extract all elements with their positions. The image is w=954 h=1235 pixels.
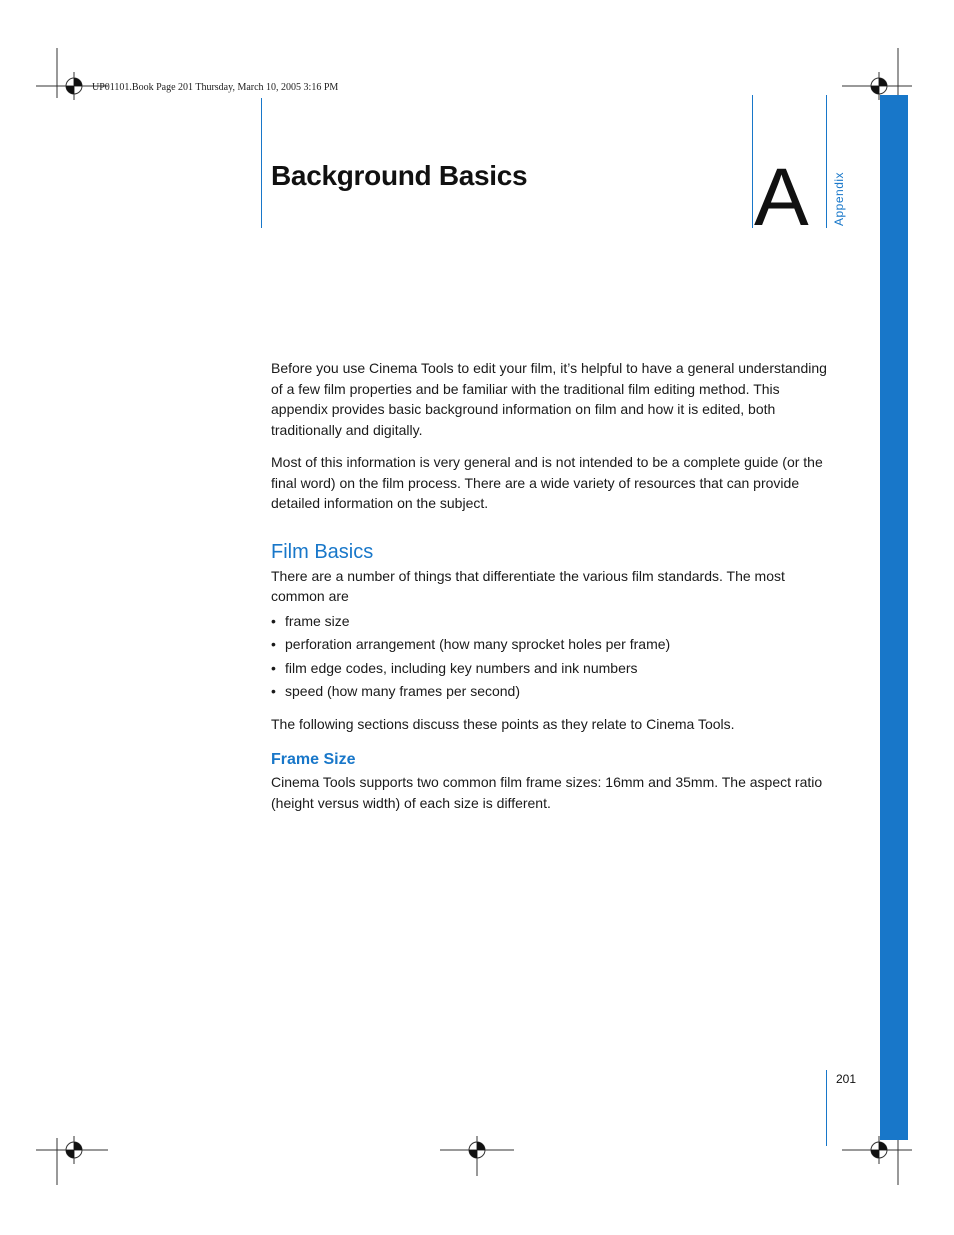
chapter-side-tab [880,95,908,1140]
section-heading-film-basics: Film Basics [271,540,374,563]
bullet-icon: • [271,636,276,652]
chapter-title: Background Basics [271,160,528,191]
appendix-label [832,160,852,226]
bullet-icon: • [271,612,276,629]
intro-paragraph: Most of this information is very general and is not intended to be a complete guide (or the final word) on the film process. There are a wide variety of resources that can provide detailed information on the subject. [271,454,823,511]
list-item: • film edge codes, including key numbers and ink numbers [271,658,831,679]
bullet-icon: • [271,683,276,699]
body-content [271,358,831,825]
bullet-icon: • [271,659,276,676]
page-number: 201 [836,1072,857,1086]
list-item: • perforation arrangement (how many sprocket holes per frame) [271,634,831,655]
film-basics-lead: There are a number of things that differentiate the various film standards. The most common are [271,567,785,604]
label-rule [826,95,827,228]
intro-paragraph: Before you use Cinema Tools to edit your film, it’s helpful to have a general understanding of a few film properties and be familiar with the traditional film editing method. This appendix provides basic background information on film and how it is edited, both traditionally and digitally. [271,360,827,438]
letter-rule [752,95,753,228]
film-standards-list [271,611,831,702]
frame-size-body: Cinema Tools supports two common film frame sizes: 16mm and 35mm. The aspect ratio (height versus width) of each size is different. [271,774,823,811]
appendix-letter: A [754,152,809,243]
list-item: • frame size [271,611,831,632]
footer-rule [826,1070,827,1146]
title-rule [261,98,262,228]
appendix-label-text: Appendix [832,171,846,226]
list-item: • speed (how many frames per second) [271,681,831,702]
film-basics-closing: The following sections discuss these points as they relate to Cinema Tools. [271,715,735,732]
subsection-heading-frame-size: Frame Size [271,751,356,768]
print-slug: UP01101.Book Page 201 Thursday, March 10, 2005 3:16 PM [92,82,339,93]
